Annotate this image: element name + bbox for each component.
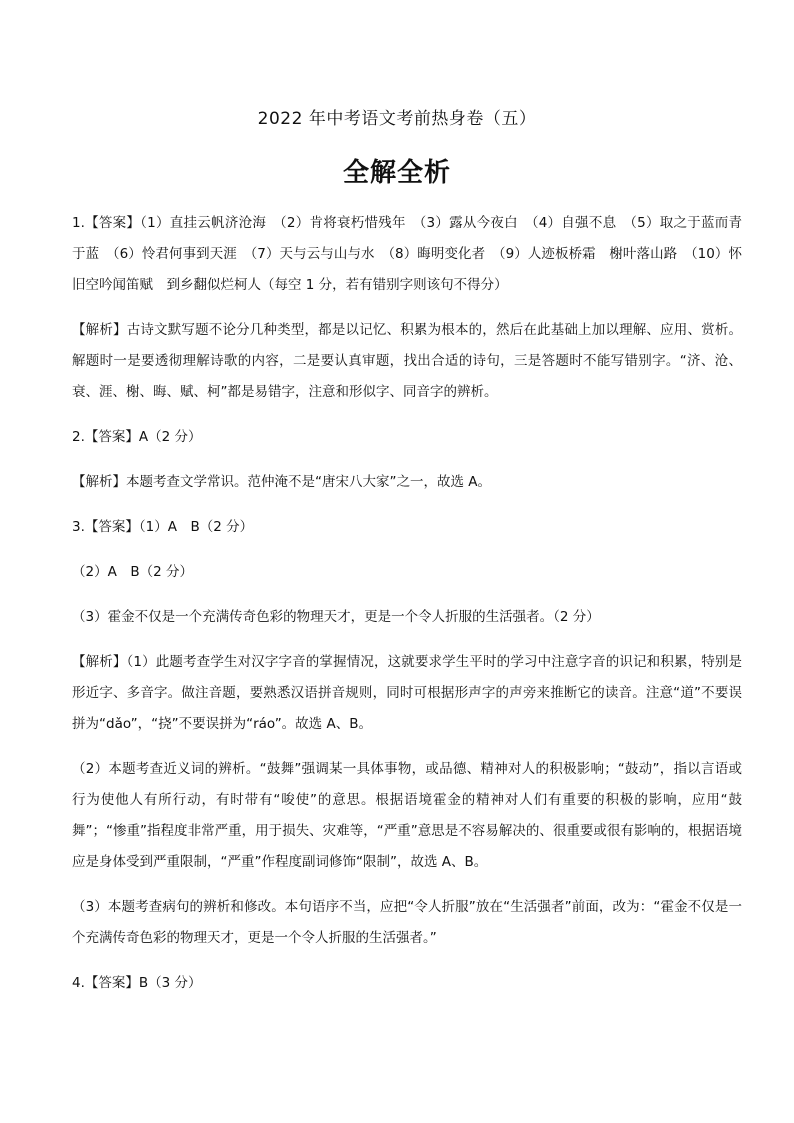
analysis-1: 【解析】古诗文默写题不论分几种类型，都是以记忆、积累为根本的，然后在此基础上加以理解、应用、赏析。解题时一是要透彻理解诗歌的内容，二是要认真审题，找出合适的诗句，三是答题时不能写错别字。“济、沧、衰、涯、榭、晦、赋、柯”都是易错字，注意和形似字、同音字的辨析。 xyxy=(72,322,742,400)
analysis-3-part-3: （3）本题考查病句的辨析和修改。本句语序不当，应把“令人折服”放在“生活强者”前面，改为：“霍金不仅是一个充满传奇色彩的物理天才，更是一个令人折服的生活强者。” xyxy=(72,899,742,946)
document-title: 2022 年中考语文考前热身卷（五） xyxy=(257,109,537,129)
answer-1: 1.【答案】（1）直挂云帆济沧海 （2）肯将衰朽惜残年 （3）露从今夜白 （4）自强不息 （5）取之于蓝而青于蓝 （6）怜君何事到天涯 （7）天与云与山与水 （8）晦明变化者 （9）人迹板桥霜 榭叶落山路 （10）怀旧空吟闻笛赋 到乡翻似烂柯人（每空 1 分，若有错别字则该句不得分） xyxy=(72,215,742,293)
answer-3-part-2: （2）A B（2 分） xyxy=(72,564,193,580)
answer-4: 4.【答案】B（3 分） xyxy=(72,975,202,991)
document-body xyxy=(72,208,742,1013)
document-subtitle: 全解全析 xyxy=(342,158,451,188)
answer-2: 2.【答案】A（2 分） xyxy=(72,429,202,445)
analysis-2: 【解析】本题考查文学常识。范仲淹不是“唐宋八大家”之一，故选 A。 xyxy=(72,474,492,490)
answer-3-part-1: 3.【答案】（1）A B（2 分） xyxy=(72,519,254,535)
answer-3-part-3: （3）霍金不仅是一个充满传奇色彩的物理天才，更是一个令人折服的生活强者。（2 分） xyxy=(72,609,600,625)
analysis-3-part-1: 【解析】（1）此题考查学生对汉字字音的掌握情况，这就要求学生平时的学习中注意字音的识记和积累，特别是形近字、多音字。做注音题，要熟悉汉语拼音规则，同时可根据形声字的声旁来推断它的读音。注意“道”不要误拼为“dǎo”，“挠”不要误拼为“ráo”。故选 A、B。 xyxy=(72,654,742,732)
analysis-3-part-2: （2）本题考查近义词的辨析。“鼓舞”强调某一具体事物，或品德、精神对人的积极影响；“鼓动”，指以言语或行为使他人有所行动，有时带有“唆使”的意思。根据语境霍金的精神对人们有重要的积极的影响，应用“鼓舞”；“惨重”指程度非常严重，用于损失、灾难等，“严重”意思是不容易解决的、很重要或很有影响的，根据语境应是身体受到严重限制，“严重”作程度副词修饰“限制”，故选 A、B。 xyxy=(72,761,742,870)
